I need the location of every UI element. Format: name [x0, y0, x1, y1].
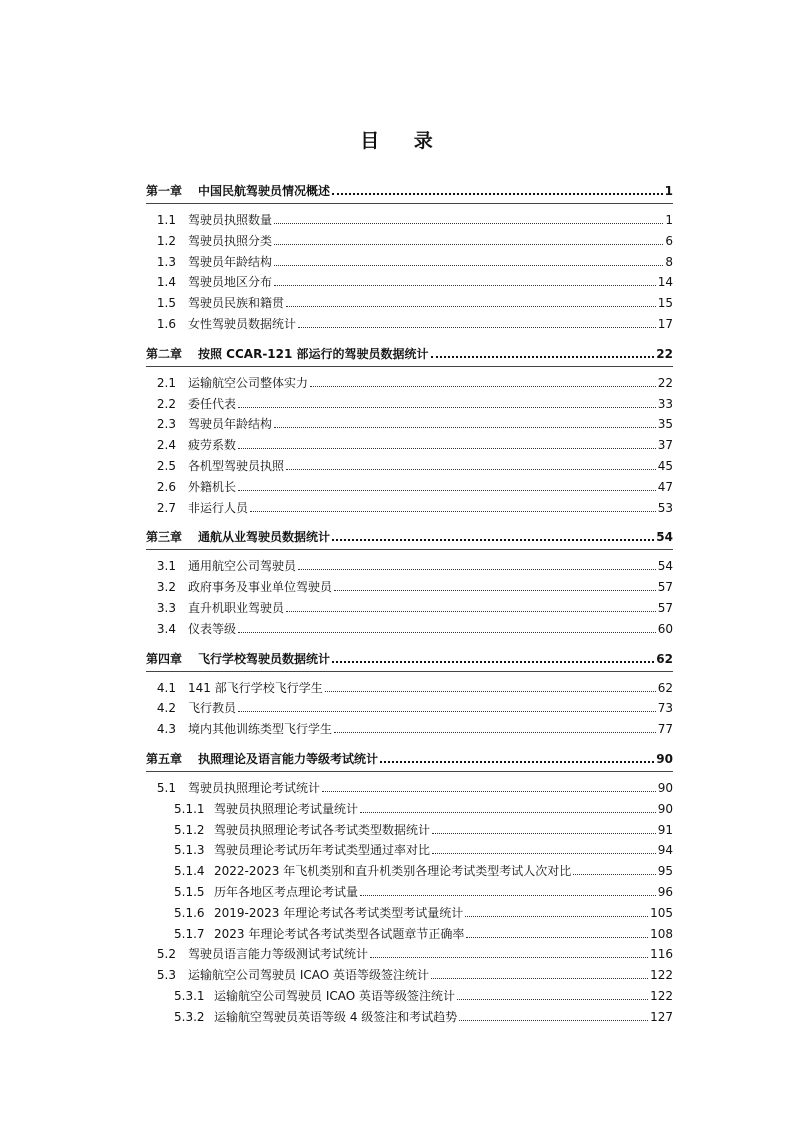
toc-entry-title: 外籍机长: [188, 479, 237, 494]
toc-entry-title: 2023 年理论考试各考试类型各试题章节正确率: [214, 926, 465, 941]
toc-entry-title: 疲劳系数: [188, 438, 237, 453]
toc-entry-title: 飞行教员: [188, 701, 237, 716]
toc-entry-title: 2019-2023 年理论考试各考试类型考试量统计: [214, 905, 464, 920]
chapter-divider: [146, 771, 673, 772]
toc-entry-number: 2.6: [156, 479, 176, 494]
toc-entry-number: 5.1.5: [174, 885, 205, 899]
toc-entry-page-number: 62: [656, 651, 673, 666]
chapter-divider: [146, 366, 673, 367]
toc-entry[interactable]: [146, 477, 673, 494]
dot-leader: [238, 407, 656, 408]
toc-entry-title: 委任代表: [188, 396, 237, 411]
dot-leader: [238, 448, 656, 449]
toc-entry[interactable]: [146, 373, 673, 390]
toc-entry[interactable]: [146, 840, 673, 857]
toc-entry-title: 运输航空驾驶员英语等级 4 级签注和考试趋势: [214, 1009, 458, 1024]
toc-chapter-entry[interactable]: [146, 181, 673, 198]
toc-entry[interactable]: [146, 799, 673, 816]
toc-entry-number: 第二章: [146, 346, 183, 361]
toc-entry-title: 非运行人员: [188, 500, 249, 515]
dot-leader: [274, 285, 656, 286]
toc-entry-page-number: 77: [657, 722, 673, 737]
toc-chapter-entry[interactable]: [146, 527, 673, 544]
toc-entry-title: 通用航空公司驾驶员: [188, 559, 297, 574]
toc-entry-page-number: 96: [657, 885, 673, 899]
toc-entry[interactable]: [146, 414, 673, 431]
toc-entry-number: 第一章: [146, 184, 183, 198]
toc-entry-number: 3.2: [156, 580, 176, 595]
dot-leader: [431, 978, 648, 979]
toc-chapter-entry[interactable]: [146, 749, 673, 766]
toc-entry-page-number: 62: [657, 680, 673, 695]
toc-entry-title: 历年各地区考点理论考试量: [214, 885, 359, 899]
toc-entry-page-number: 60: [657, 621, 673, 636]
dot-leader: [466, 937, 648, 938]
toc-chapter-entry[interactable]: [146, 344, 673, 361]
dot-leader: [325, 691, 656, 692]
dot-leader: [334, 590, 656, 591]
toc-entry[interactable]: [146, 456, 673, 473]
dot-leader: [250, 511, 656, 512]
toc-entry-page-number: 73: [657, 701, 673, 716]
toc-entry-title: 驾驶员执照数量: [188, 213, 273, 227]
toc-entry-page-number: 105: [650, 905, 673, 920]
toc-entry[interactable]: [146, 619, 673, 636]
toc-entry-title: 运输航空公司驾驶员 ICAO 英语等级签注统计: [214, 989, 455, 1003]
toc-entry-number: 4.1: [156, 680, 176, 695]
toc-entry-number: 2.4: [156, 438, 176, 453]
dot-leader: [274, 265, 663, 266]
toc-entry-page-number: 37: [657, 438, 673, 453]
chapter-divider: [146, 671, 673, 672]
toc-entry-page-number: 95: [657, 864, 673, 879]
toc-entry-title: 驾驶员执照理论考试各考试类型数据统计: [214, 822, 431, 837]
toc-entry[interactable]: [146, 882, 673, 899]
toc-entry[interactable]: [146, 498, 673, 515]
toc-entry[interactable]: [146, 903, 673, 920]
toc-entry-number: 5.3.2: [174, 1009, 205, 1024]
toc-entry[interactable]: [146, 698, 673, 715]
toc-entry-page-number: 1: [665, 213, 673, 227]
toc-entry-title: 中国民航驾驶员情况概述: [198, 184, 331, 198]
toc-entry[interactable]: [146, 678, 673, 695]
toc-entry-number: 5.1.7: [174, 926, 205, 941]
dot-leader: [286, 611, 656, 612]
toc-entry-page-number: 54: [656, 530, 673, 545]
toc-entry-page-number: 8: [665, 254, 673, 269]
toc-entry-page-number: 94: [657, 843, 673, 858]
toc-entry-page-number: 54: [657, 559, 673, 574]
toc-entry-page-number: 15: [657, 296, 673, 311]
toc-entry-number: 5.1.2: [174, 822, 205, 837]
toc-entry-title: 直升机职业驾驶员: [188, 601, 285, 615]
toc-entry-number: 5.2: [156, 947, 176, 962]
toc-entry-number: 1.5: [156, 296, 176, 311]
toc-entry-page-number: 1: [664, 184, 673, 198]
toc-entry-title: 驾驶员语言能力等级测试考试统计: [188, 947, 369, 962]
toc-entry-number: 5.3: [156, 968, 176, 983]
toc-entry-page-number: 22: [656, 346, 673, 361]
toc-entry-page-number: 45: [657, 459, 673, 473]
dot-leader: [310, 386, 656, 387]
toc-entry-number: 3.4: [156, 621, 176, 636]
dot-leader: [274, 223, 663, 224]
toc-entry-title: 女性驾驶员数据统计: [188, 317, 297, 331]
toc-entry[interactable]: [146, 820, 673, 837]
dot-leader: [360, 895, 656, 896]
dot-leader: [370, 957, 648, 958]
toc-entry-number: 3.1: [156, 559, 176, 574]
dot-leader: [573, 874, 655, 875]
toc-entry-page-number: 127: [650, 1009, 673, 1024]
toc-entry-title: 驾驶员理论考试历年考试类型通过率对比: [214, 843, 431, 858]
dot-leader: [332, 539, 654, 541]
toc-entry-page-number: 108: [650, 926, 673, 941]
toc-entry-title: 运输航空公司整体实力: [188, 375, 309, 390]
toc-entry[interactable]: [146, 293, 673, 310]
toc-entry-page-number: 17: [657, 317, 673, 331]
dot-leader: [298, 327, 656, 328]
dot-leader: [238, 632, 656, 633]
toc-entry-title: 飞行学校驾驶员数据统计: [198, 651, 331, 666]
toc-entry-number: 1.6: [156, 317, 176, 331]
toc-entry-title: 驾驶员执照理论考试统计: [188, 781, 321, 795]
toc-entry-title: 驾驶员年龄结构: [188, 254, 273, 269]
toc-entry-number: 2.5: [156, 459, 176, 473]
dot-leader: [274, 427, 656, 428]
dot-leader: [432, 853, 656, 854]
toc-entry[interactable]: [146, 231, 673, 248]
toc-entry-page-number: 116: [650, 947, 673, 962]
toc-entry-page-number: 57: [657, 580, 673, 595]
toc-entry[interactable]: [146, 944, 673, 961]
toc-entry-page-number: 122: [650, 989, 673, 1003]
toc-entry-title: 驾驶员地区分布: [188, 275, 273, 290]
dot-leader: [332, 661, 654, 663]
toc-entry[interactable]: [146, 314, 673, 331]
toc-entry-title: 141 部飞行学校飞行学生: [188, 680, 323, 695]
dot-leader: [332, 193, 663, 195]
dot-leader: [286, 306, 656, 307]
toc-entry-page-number: 47: [657, 479, 673, 494]
toc-entry[interactable]: [146, 435, 673, 452]
dot-leader: [431, 356, 655, 358]
toc-entry[interactable]: [146, 861, 673, 878]
toc-entry-title: 2022-2023 年飞机类别和直升机类别各理论考试类型考试人次对比: [214, 864, 572, 879]
toc-entry-number: 5.3.1: [174, 989, 205, 1003]
toc-entry-number: 5.1.6: [174, 905, 205, 920]
dot-leader: [274, 244, 663, 245]
toc-entry-number: 2.7: [156, 500, 176, 515]
toc-entry[interactable]: [146, 719, 673, 736]
toc-entry[interactable]: [146, 394, 673, 411]
toc-chapter-entry[interactable]: [146, 649, 673, 666]
toc-entry[interactable]: [146, 965, 673, 982]
toc-entry-number: 2.2: [156, 396, 176, 411]
toc-entry-page-number: 90: [657, 781, 673, 795]
toc-entry-number: 第三章: [146, 530, 183, 545]
dot-leader: [380, 761, 654, 763]
toc-entry-number: 1.4: [156, 275, 176, 290]
toc-entry[interactable]: [146, 1007, 673, 1024]
toc-entry-page-number: 90: [656, 752, 673, 766]
toc-entry-number: 2.1: [156, 375, 176, 390]
toc-entry[interactable]: [146, 778, 673, 795]
toc-entry-page-number: 35: [657, 417, 673, 432]
dot-leader: [238, 711, 656, 712]
toc-entry-number: 5.1: [156, 781, 176, 795]
toc-entry-number: 1.2: [156, 233, 176, 248]
toc-entry-number: 1.3: [156, 254, 176, 269]
dot-leader: [238, 490, 656, 491]
dot-leader: [457, 999, 648, 1000]
toc-entry[interactable]: [146, 252, 673, 269]
toc-entry-title: 仪表等级: [188, 621, 237, 636]
toc-entry-page-number: 53: [657, 500, 673, 515]
toc-entry-title: 驾驶员年龄结构: [188, 417, 273, 432]
dot-leader: [459, 1020, 648, 1021]
toc-entry[interactable]: [146, 210, 673, 227]
toc-entry-title: 政府事务及事业单位驾驶员: [188, 580, 333, 595]
toc-entry-page-number: 91: [657, 822, 673, 837]
toc-entry-number: 4.2: [156, 701, 176, 716]
dot-leader: [432, 833, 656, 834]
toc-entry-page-number: 57: [657, 601, 673, 615]
toc-entry-number: 4.3: [156, 722, 176, 737]
toc-entry-page-number: 122: [650, 968, 673, 983]
toc-entry-title: 通航从业驾驶员数据统计: [198, 530, 331, 545]
toc-entry-number: 1.1: [156, 213, 176, 227]
toc-entry-title: 驾驶员执照理论考试量统计: [214, 801, 359, 816]
toc-entry-number: 第五章: [146, 752, 183, 766]
toc-entry-page-number: 33: [657, 396, 673, 411]
toc-entry[interactable]: [146, 598, 673, 615]
toc-entry-number: 5.1.3: [174, 843, 205, 858]
toc-entry-title: 运输航空公司驾驶员 ICAO 英语等级签注统计: [188, 968, 429, 983]
toc-entry[interactable]: [146, 986, 673, 1003]
toc-entry-number: 3.3: [156, 601, 176, 615]
dot-leader: [465, 916, 648, 917]
toc-entry-number: 2.3: [156, 417, 176, 432]
toc-entry-title: 驾驶员民族和籍贯: [188, 296, 285, 311]
toc-entry-page-number: 6: [665, 233, 673, 248]
toc-entry[interactable]: [146, 272, 673, 289]
toc-entry-title: 执照理论及语言能力等级考试统计: [198, 752, 379, 766]
toc-entry-title: 按照 CCAR-121 部运行的驾驶员数据统计: [198, 346, 429, 361]
toc-entry-title: 境内其他训练类型飞行学生: [188, 722, 333, 737]
toc-entry-number: 5.1.4: [174, 864, 205, 879]
dot-leader: [334, 732, 656, 733]
chapter-divider: [146, 203, 673, 204]
page-title: 目 录: [360, 130, 447, 152]
toc-entry-title: 各机型驾驶员执照: [188, 459, 285, 473]
toc-entry-title: 驾驶员执照分类: [188, 233, 273, 248]
chapter-divider: [146, 549, 673, 550]
toc-entry-page-number: 14: [657, 275, 673, 290]
dot-leader: [360, 812, 656, 813]
toc-entry[interactable]: [146, 577, 673, 594]
toc-entry-page-number: 22: [657, 375, 673, 390]
toc-entry[interactable]: [146, 924, 673, 941]
dot-leader: [322, 791, 656, 792]
dot-leader: [298, 569, 656, 570]
toc-entry-number: 第四章: [146, 651, 183, 666]
toc-entry[interactable]: [146, 556, 673, 573]
toc-entry-page-number: 90: [657, 801, 673, 816]
dot-leader: [286, 469, 656, 470]
toc-entry-number: 5.1.1: [174, 801, 205, 816]
